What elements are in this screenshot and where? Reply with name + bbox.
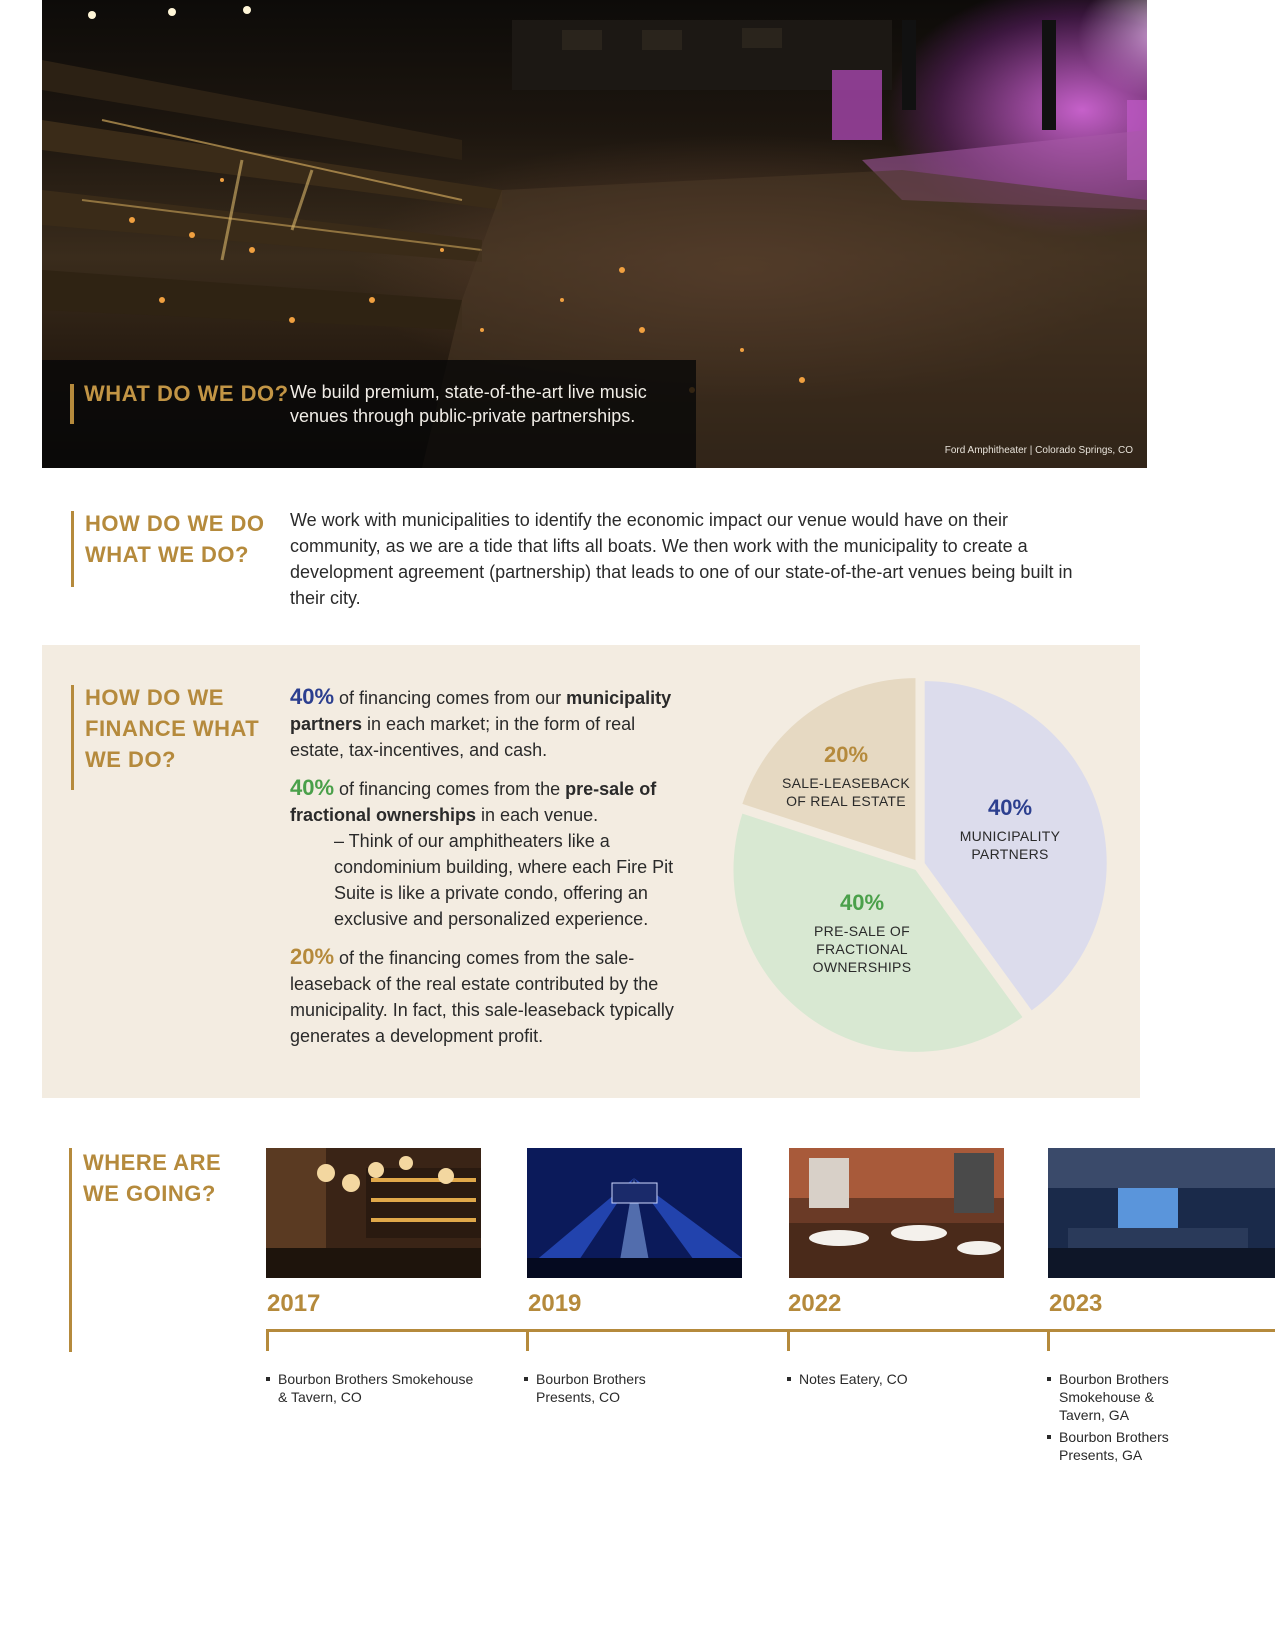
timeline-tick-2023 (1047, 1329, 1050, 1351)
finance-paragraph-3 (290, 944, 690, 1049)
what-do-we-do-heading: WHAT DO WE DO? (84, 381, 289, 406)
timeline-year-2023: 2023 (1049, 1290, 1103, 1317)
restaurant-bar-photo (266, 1148, 481, 1278)
how-do-we-do-text: We work with municipalities to identify the economic impact our venue would have on their community, as we are a tide that lifts all boats. We then work with the municipality to create a development agreement (partnership) that leads to one of our state-of-the-art venues being built in their city. (290, 510, 1073, 608)
finance-heading-line1: HOW DO WE (85, 685, 224, 710)
pie-label-presale-line2: FRACTIONAL (816, 941, 908, 957)
what-do-we-do-text: We build premium, state-of-the-art live music venues through public-private partnerships. (290, 382, 647, 426)
pie-label-presale (752, 890, 972, 976)
p2-bold: pre-sale of fractional ownerships (290, 779, 657, 825)
photo-credit: Ford Amphitheater | Colorado Springs, CO (944, 445, 1133, 456)
music-hall-photo (1048, 1148, 1275, 1278)
going-heading-line1: WHERE ARE (83, 1150, 222, 1175)
p1-bold: municipality partners (290, 688, 672, 734)
list-item: Notes Eatery, CO (787, 1370, 967, 1388)
how-do-we-do-heading (85, 508, 265, 570)
municipality-percent: 40% (290, 684, 335, 709)
hero-photo (42, 0, 1147, 468)
hero-accent-bar (70, 384, 74, 424)
concert-stage-photo (527, 1148, 742, 1278)
finance-heading-line2: FINANCE WHAT (85, 716, 260, 741)
going-accent-bar (69, 1148, 72, 1352)
timeline-tick-2022 (787, 1329, 790, 1351)
timeline-year-2017: 2017 (267, 1290, 321, 1317)
list-item: Bourbon Brothers Presents, CO (524, 1370, 674, 1406)
pie-label-leaseback-line1: SALE-LEASEBACK (782, 775, 910, 791)
p1-text-a: of financing comes from our (334, 688, 567, 708)
finance-paragraph-1 (290, 684, 690, 763)
pie-label-presale-pct: 40% (839, 890, 885, 915)
timeline-photo-2017 (266, 1148, 481, 1278)
p2-text-a: of financing comes from the (334, 779, 566, 799)
dining-room-photo (789, 1148, 1004, 1278)
list-item: Bourbon Brothers Presents, GA (1047, 1428, 1187, 1464)
timeline-list-2019 (524, 1370, 674, 1410)
pie-label-presale-line1: PRE-SALE OF (814, 923, 910, 939)
timeline-list-2017 (266, 1370, 476, 1410)
financing-pie-chart (728, 672, 1118, 1062)
leaseback-percent: 20% (290, 944, 335, 969)
timeline-photo-2019 (527, 1148, 742, 1278)
timeline-line (266, 1329, 1275, 1332)
how-heading-line2: WHAT WE DO? (85, 542, 249, 567)
p3-text: of the financing comes from the sale-leaseback of the real estate contributed by the municipality. In fact, this sale-leaseback typically generates a development profit. (290, 948, 674, 1046)
pie-label-leaseback (736, 742, 956, 810)
timeline-year-2022: 2022 (788, 1290, 842, 1317)
finance-text (290, 684, 690, 1061)
finance-heading-line3: WE DO? (85, 747, 176, 772)
list-item: Bourbon Brothers Smokehouse & Tavern, CO (266, 1370, 476, 1406)
presale-percent: 40% (290, 775, 335, 800)
timeline-tick-2017 (266, 1329, 269, 1351)
timeline-list-2023 (1047, 1370, 1187, 1468)
how-heading-line1: HOW DO WE DO (85, 511, 265, 536)
pie-label-municipality-line2: PARTNERS (971, 846, 1049, 862)
pie-label-leaseback-pct: 20% (823, 742, 869, 767)
pie-label-leaseback-line2: OF REAL ESTATE (786, 793, 906, 809)
where-are-we-going-heading (83, 1147, 221, 1209)
finance-heading (85, 682, 259, 775)
p1-text-b: in each market; in the form of real estate, tax-incentives, and cash. (290, 714, 636, 760)
timeline-photo-2023 (1048, 1148, 1275, 1278)
going-heading-line2: WE GOING? (83, 1181, 216, 1206)
pie-label-presale-line3: OWNERSHIPS (812, 959, 912, 975)
finance-paragraph-2 (290, 775, 690, 828)
finance-accent-bar (71, 685, 74, 790)
pie-label-municipality-line1: MUNICIPALITY (959, 828, 1061, 844)
list-item: Bourbon Brothers Smokehouse & Tavern, GA (1047, 1370, 1187, 1424)
finance-paragraph-2-note: – Think of our amphitheaters like a condominium building, where each Fire Pit Suite is like a private condo, offering an exclusive and personalized experience. (334, 831, 674, 929)
timeline-photo-2022 (789, 1148, 1004, 1278)
how-accent-bar (71, 511, 74, 587)
timeline-list-2022 (787, 1370, 967, 1392)
timeline-tick-2019 (526, 1329, 529, 1351)
pie-label-municipality-pct: 40% (987, 795, 1033, 820)
p2-text-b: in each venue. (476, 805, 599, 825)
timeline-year-2019: 2019 (528, 1290, 582, 1317)
